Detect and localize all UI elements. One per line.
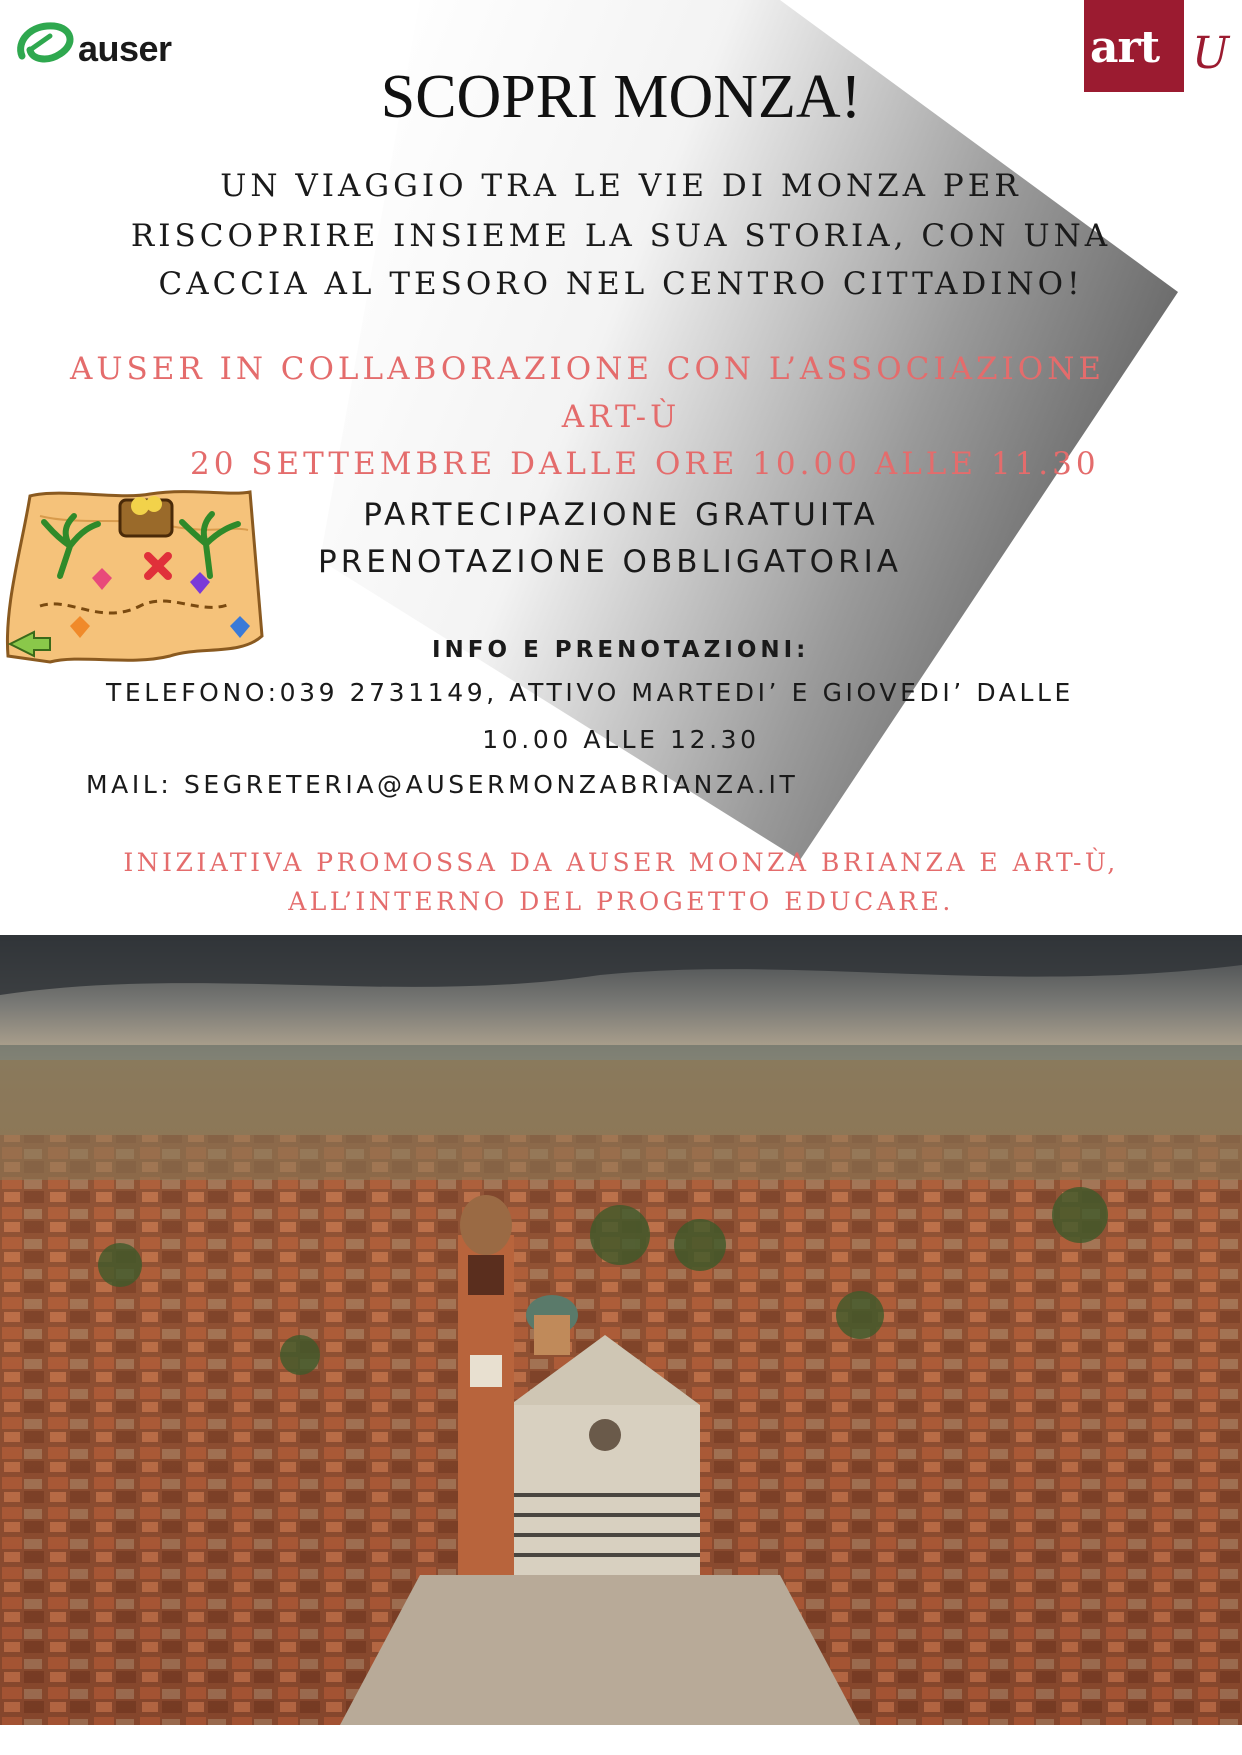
monza-aerial-photo (0, 935, 1242, 1725)
promo-line-2: ALL’INTERNO DEL PROGETTO EDUCARE. (288, 887, 954, 916)
event-date: 20 SETTEMBRE DALLE ORE 10.00 ALLE 11.30 (190, 446, 1100, 482)
artu-logo-art-text: art (1090, 22, 1160, 73)
promo-line-1: INIZIATIVA PROMOSSA DA AUSER MONZA BRIANZA E ART-Ù, (123, 848, 1119, 877)
intro-line-3: CACCIA AL TESORO NEL CENTRO CITTADINO! (158, 266, 1084, 302)
collaboration-line-1: AUSER IN COLLABORAZIONE CON L’ASSOCIAZIONE (70, 351, 1105, 387)
collaboration-line-2: ART-Ù (561, 399, 681, 435)
auser-logo-text: auser (78, 28, 172, 69)
intro-line-2: RISCOPRIRE INSIEME LA SUA STORIA, CON UNA (130, 218, 1112, 254)
booking-text: PRENOTAZIONE OBBLIGATORIA (318, 544, 902, 580)
participation-text: PARTECIPAZIONE GRATUITA (363, 497, 879, 533)
phone-line-2: 10.00 ALLE 12.30 (482, 725, 760, 754)
page-title: SCOPRI MONZA! (380, 63, 862, 131)
info-heading: INFO E PRENOTAZIONI: (432, 637, 810, 663)
mail-address: MAIL: SEGRETERIA@AUSERMONZABRIANZA.IT (86, 770, 799, 799)
intro-line-1: UN VIAGGIO TRA LE VIE DI MONZA PER (220, 168, 1022, 204)
artu-logo-u-text: U (1192, 28, 1230, 79)
phone-line-1: TELEFONO:039 2731149, ATTIVO MARTEDI’ E GIOVEDI’ DALLE (106, 678, 1074, 707)
